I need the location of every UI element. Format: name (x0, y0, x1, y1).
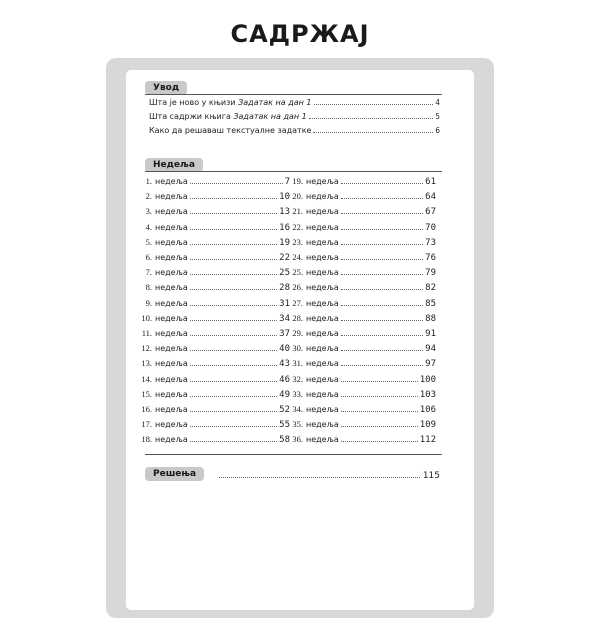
leader-dots (341, 250, 423, 260)
week-page: 64 (425, 192, 436, 203)
weeks-divider (145, 171, 442, 172)
week-row (132, 235, 290, 250)
week-row (283, 387, 436, 402)
week-page: 91 (425, 329, 436, 339)
week-page: 31 (279, 298, 290, 309)
week-row (283, 250, 436, 265)
week-row (132, 356, 290, 371)
leader-dots (190, 387, 277, 397)
week-number: 26. (292, 282, 303, 293)
week-page: 43 (279, 359, 290, 370)
week-number: 13. (141, 358, 152, 369)
week-row (283, 341, 436, 356)
week-label: недеља (155, 237, 188, 247)
week-page: 85 (425, 298, 436, 309)
week-label: недеља (306, 177, 339, 186)
week-row (283, 372, 436, 387)
leader-dots (190, 204, 277, 214)
week-number: 36. (292, 434, 303, 445)
week-row (132, 372, 290, 387)
week-row (132, 417, 290, 432)
week-label: недеља (306, 283, 339, 293)
week-label: недеља (306, 435, 339, 445)
week-number: 20. (292, 191, 303, 202)
week-label: недеља (155, 359, 188, 369)
week-row (132, 250, 290, 265)
week-page: 25 (279, 268, 290, 279)
week-page: 7 (284, 177, 290, 187)
week-page: 67 (425, 207, 436, 218)
week-row (283, 265, 436, 280)
week-page: 61 (425, 177, 436, 187)
leader-dots (341, 432, 418, 442)
week-page: 112 (419, 435, 436, 446)
week-number: 5. (145, 236, 152, 247)
solutions-section-label: Решења (145, 467, 204, 481)
leader-dots (190, 341, 277, 351)
week-row (283, 432, 436, 447)
week-page: 76 (425, 253, 436, 263)
solutions-row (216, 468, 440, 482)
leader-dots (341, 235, 423, 245)
week-number: 8. (145, 282, 152, 293)
week-row (132, 387, 290, 402)
week-row (132, 402, 290, 417)
week-number: 11. (141, 328, 152, 338)
week-row (283, 189, 436, 204)
leader-dots (341, 265, 423, 275)
week-page: 10 (279, 192, 290, 203)
week-page: 28 (279, 283, 290, 294)
week-row (132, 296, 290, 311)
leader-dots (190, 265, 277, 275)
week-page: 34 (279, 313, 290, 324)
week-label: недеља (306, 329, 339, 338)
week-row (132, 280, 290, 295)
week-label: недеља (306, 359, 339, 369)
leader-dots (313, 125, 433, 133)
week-row (132, 326, 290, 341)
intro-item-text: Шта садржи књига (149, 112, 234, 121)
week-row (132, 432, 290, 447)
page-title: САДРЖАЈ (230, 20, 370, 48)
week-page: 13 (279, 207, 290, 218)
week-label: недеља (155, 405, 188, 414)
leader-dots (190, 250, 277, 260)
leader-dots (190, 296, 277, 306)
week-label: недеља (155, 435, 188, 445)
week-page: 70 (425, 222, 436, 233)
week-page: 106 (419, 405, 436, 415)
leader-dots (190, 189, 277, 199)
week-page: 19 (279, 237, 290, 248)
week-number: 2. (145, 191, 152, 202)
leader-dots (341, 204, 423, 214)
intro-divider (145, 94, 442, 95)
week-label: недеља (306, 237, 339, 247)
week-row (283, 311, 436, 326)
week-page: 97 (425, 359, 436, 370)
leader-dots (341, 402, 418, 412)
week-label: недеља (155, 344, 188, 354)
week-number: 1. (145, 176, 152, 186)
week-number: 24. (292, 252, 303, 262)
leader-dots (190, 311, 277, 321)
week-number: 34. (292, 404, 303, 414)
week-number: 30. (292, 343, 303, 354)
leader-dots (341, 356, 423, 366)
week-number: 14. (141, 373, 152, 384)
intro-item-italic: Задатак на дан 1 (233, 112, 307, 121)
week-label: недеља (155, 268, 188, 278)
leader-dots (190, 174, 283, 184)
week-number: 17. (141, 419, 152, 430)
intro-item-page: 5 (435, 112, 440, 121)
week-label: недеља (306, 420, 339, 430)
week-row (283, 174, 436, 189)
week-number: 16. (141, 404, 152, 414)
week-row (132, 204, 290, 219)
week-number: 21. (292, 206, 303, 217)
week-label: недеља (155, 420, 188, 430)
week-number: 15. (141, 388, 152, 399)
week-label: недеља (155, 253, 188, 262)
leader-dots (341, 341, 423, 351)
week-page: 16 (279, 222, 290, 233)
week-number: 12. (141, 343, 152, 354)
week-page: 55 (279, 420, 290, 431)
week-page: 58 (279, 435, 290, 446)
intro-item-text: Шта је ново у књизи (149, 98, 239, 107)
week-row (283, 356, 436, 371)
week-number: 33. (292, 388, 303, 399)
week-row (132, 341, 290, 356)
week-page: 109 (419, 420, 436, 431)
week-label: недеља (155, 192, 188, 202)
week-number: 18. (141, 434, 152, 445)
week-page: 40 (279, 344, 290, 355)
week-row (283, 280, 436, 295)
intro-section-label: Увод (145, 81, 187, 95)
leader-dots (314, 97, 434, 105)
week-row (283, 235, 436, 250)
week-label: недеља (155, 207, 188, 217)
week-page: 82 (425, 283, 436, 294)
intro-item-page: 4 (435, 98, 440, 107)
intro-item (149, 125, 440, 137)
leader-dots (341, 280, 423, 290)
week-number: 19. (292, 176, 303, 186)
week-row (132, 174, 290, 189)
leader-dots (341, 296, 423, 306)
week-label: недеља (306, 405, 339, 414)
week-number: 3. (145, 206, 152, 217)
leader-dots (341, 220, 423, 230)
week-label: недеља (306, 298, 339, 308)
week-page: 73 (425, 237, 436, 248)
week-row (283, 296, 436, 311)
solutions-page: 115 (422, 471, 440, 481)
leader-dots (190, 402, 277, 412)
leader-dots (309, 111, 434, 119)
week-label: недеља (155, 177, 188, 186)
week-label: недеља (306, 344, 339, 354)
leader-dots (341, 417, 418, 427)
week-row (283, 326, 436, 341)
week-row (132, 189, 290, 204)
leader-dots (190, 372, 277, 382)
week-page: 88 (425, 313, 436, 324)
leader-dots (341, 387, 418, 397)
week-label: недеља (155, 298, 188, 308)
intro-item-italic: Задатак на дан 1 (238, 98, 312, 107)
week-label: недеља (155, 222, 188, 232)
week-label: недеља (306, 389, 339, 399)
leader-dots (190, 432, 277, 442)
week-number: 7. (145, 267, 152, 278)
week-number: 6. (145, 252, 152, 262)
week-number: 27. (292, 297, 303, 308)
week-label: недеља (155, 374, 188, 384)
week-row (283, 417, 436, 432)
leader-dots (341, 189, 423, 199)
week-label: недеља (306, 207, 339, 217)
leader-dots (190, 280, 277, 290)
solutions-divider (145, 454, 442, 455)
week-page: 94 (425, 344, 436, 355)
week-number: 25. (292, 267, 303, 278)
leader-dots (341, 326, 423, 336)
week-row (283, 204, 436, 219)
week-label: недеља (306, 222, 339, 232)
leader-dots (190, 356, 277, 366)
week-page: 79 (425, 268, 436, 279)
week-label: недеља (306, 192, 339, 202)
week-number: 4. (145, 221, 152, 232)
leader-dots (341, 372, 418, 382)
week-row (132, 311, 290, 326)
week-label: недеља (155, 283, 188, 293)
week-label: недеља (155, 389, 188, 399)
week-page: 49 (279, 389, 290, 400)
week-page: 46 (279, 374, 290, 385)
week-label: недеља (306, 374, 339, 384)
week-row (132, 265, 290, 280)
leader-dots (190, 220, 277, 230)
week-number: 23. (292, 236, 303, 247)
week-row (132, 220, 290, 235)
week-label: недеља (306, 313, 339, 323)
week-number: 29. (292, 328, 303, 338)
leader-dots (190, 235, 277, 245)
leader-dots (219, 468, 420, 478)
week-number: 10. (141, 312, 152, 323)
leader-dots (190, 417, 277, 427)
week-number: 32. (292, 373, 303, 384)
week-label: недеља (306, 253, 339, 262)
week-number: 28. (292, 312, 303, 323)
week-label: недеља (306, 268, 339, 278)
weeks-section-label: Недеља (145, 158, 203, 172)
intro-item-text: Како да решаваш текстуалне задатке (149, 126, 312, 135)
week-page: 103 (419, 389, 436, 400)
intro-item (149, 111, 440, 123)
week-page: 37 (279, 329, 290, 339)
leader-dots (341, 174, 423, 184)
week-number: 31. (292, 358, 303, 369)
week-page: 100 (419, 374, 436, 385)
week-label: недеља (155, 313, 188, 323)
intro-item (149, 97, 440, 109)
week-row (283, 402, 436, 417)
intro-item-page: 6 (435, 126, 440, 135)
leader-dots (190, 326, 277, 336)
week-number: 9. (145, 297, 152, 308)
week-label: недеља (155, 329, 188, 338)
week-number: 35. (292, 419, 303, 430)
week-row (283, 220, 436, 235)
week-page: 22 (279, 253, 290, 263)
week-page: 52 (279, 405, 290, 415)
week-number: 22. (292, 221, 303, 232)
leader-dots (341, 311, 423, 321)
